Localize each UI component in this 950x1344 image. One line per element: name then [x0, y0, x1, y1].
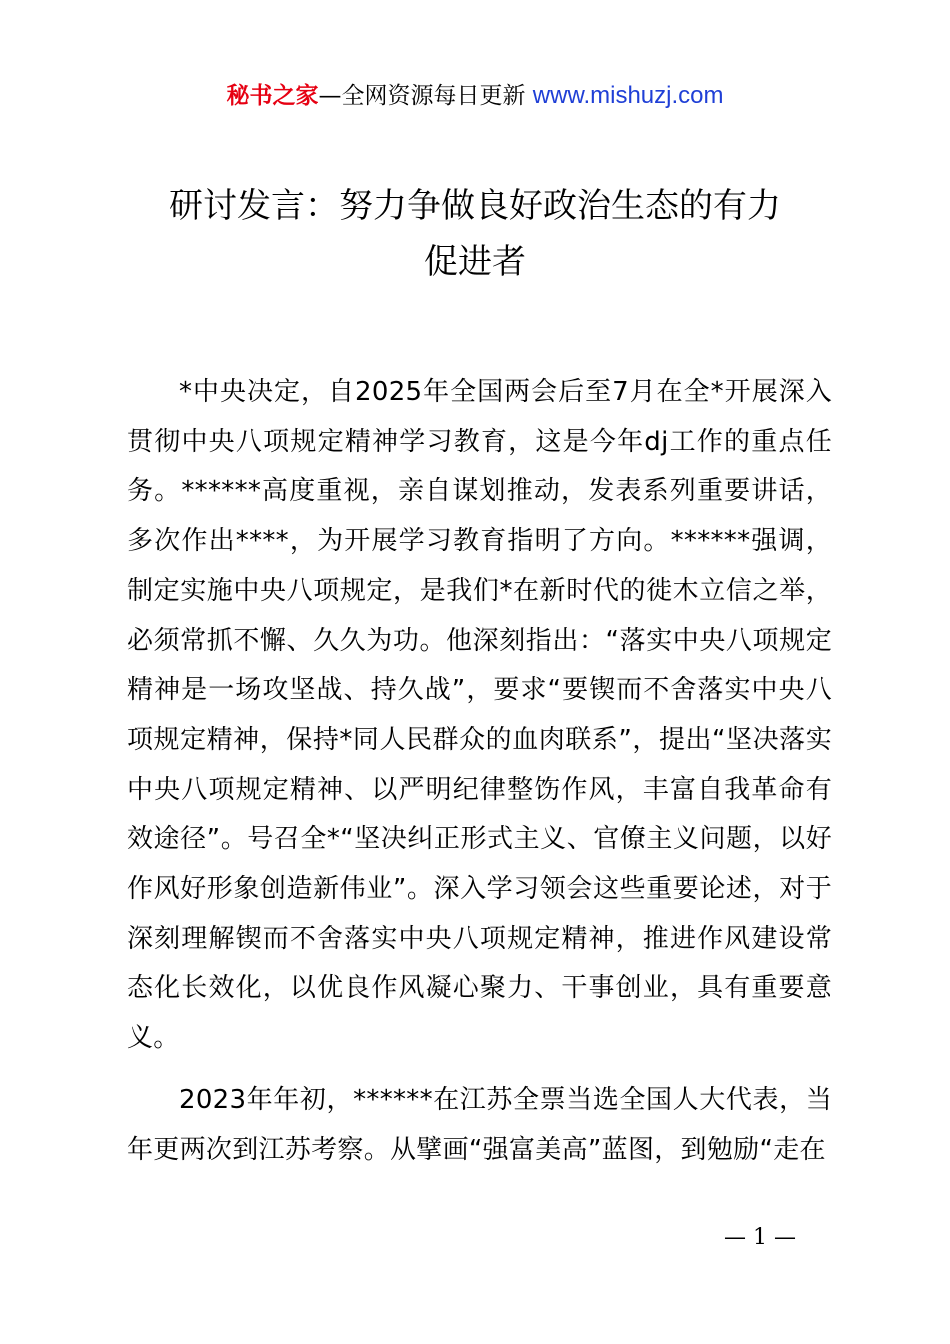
- document-body: [127, 368, 832, 1175]
- site-name: 秘书之家: [226, 83, 319, 109]
- site-slogan: —全网资源每日更新: [318, 83, 526, 109]
- page-number: — 1 —: [724, 1225, 796, 1250]
- body-paragraph-1: *中央决定，自2025年全国两会后至7月在全*开展深入贯彻中央八项规定精神学习教育，这是今年dj工作的重点任务。******高度重视，亲自谋划推动，发表系列重要讲话，多次作出****，为开展学习教育指明了方向。******强调，制定实施中央八项规定，是我们*在新时代的徙木立信之举，必须常抓不懈、久久为功。他深刻指出：“落实中央八项规定精神是一场攻坚战、持久战”，要求“要锲而不舍落实中央八项规定精神，保持*同人民群众的血肉联系”，提出“坚决落实中央八项规定精神、以严明纪律整饬作风，丰富自我革命有效途径”。号召全*“坚决纠正形式主义、官僚主义问题，以好作风好形象创造新伟业”。深入学习领会这些重要论述，对于深刻理解锲而不舍落实中央八项规定精神，推进作风建设常态化长效化，以优良作风凝心聚力、干事创业，具有重要意义。: [127, 377, 832, 1054]
- site-url-link[interactable]: www.mishuzj.com: [532, 82, 724, 109]
- document-title-line-1: 研讨发言：努力争做良好政治生态的有力: [169, 186, 781, 226]
- document-title: [120, 178, 830, 290]
- body-paragraph-2: 2023年年初，******在江苏全票当选全国人大代表，当年更两次到江苏考察。从擘画“强富美高”蓝图，到勉励“走在: [127, 1084, 832, 1165]
- site-header: [0, 80, 950, 112]
- document-title-line-2: 促进者: [424, 242, 526, 282]
